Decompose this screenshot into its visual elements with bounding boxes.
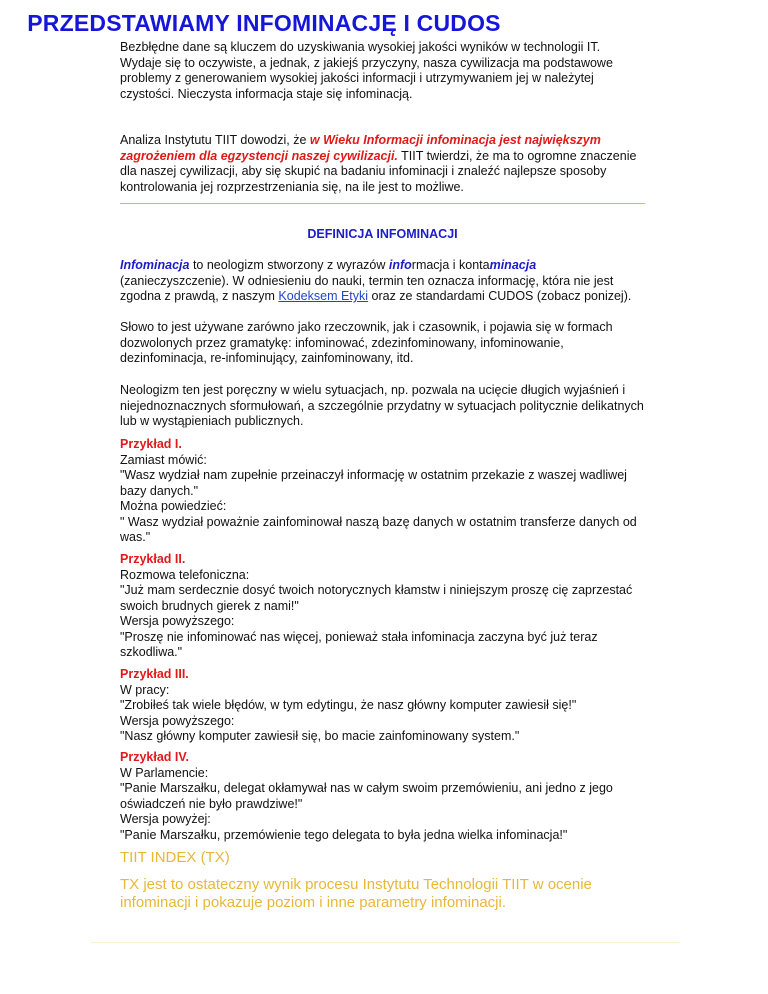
definition-paragraph-2: Słowo to jest używane zarówno jako rzeczownik, jak i czasownik, i pojawia się w formach dozwolonych przez gramatykę: infominować, zdezinfominowany, infominowanie, dezinfominacja, re-infominujący, zainfominowany, itd. (120, 320, 613, 365)
example-line: "Proszę nie infominować nas więcej, ponieważ stała infominacja zaczyna być już teraz szkodliwa." (120, 629, 598, 659)
tx-heading: TIIT INDEX (TX) (120, 849, 230, 866)
example-line: Można powiedzieć: (120, 499, 227, 513)
page-title: PRZEDSTAWIAMY INFOMINACJĘ I CUDOS (27, 10, 501, 36)
definition-paragraph-1 (120, 258, 645, 305)
section-divider (120, 203, 645, 204)
example-line: Wersja powyższego: (120, 713, 235, 728)
example-4 (120, 750, 645, 843)
definition-term: Infominacja (120, 258, 190, 272)
intro-p2-after: TIIT twierdzi, że ma to ogromne znaczenie dla naszej cywilizacji, aby się skupić na badaniu infominacji i znaleźć najlepsze sposoby kontrolowania jej rozprzestrzeniania się, na ile jest to możliwe. (120, 148, 637, 194)
example-title: Przykład IV. (120, 750, 190, 764)
intro-paragraph-2 (120, 133, 645, 195)
intro-p2-emphasis: w Wieku Informacji infominacja jest największym zagrożeniem dla egzystencji naszej cywilizacji. (120, 133, 601, 163)
example-line: Wersja powyższego: (120, 614, 235, 628)
footer-divider (90, 942, 680, 943)
def-p1-b: (zanieczyszczenie). W odniesieniu do nauki, termin ten oznacza informację, która nie jest zgodna z prawdą, z naszym (120, 273, 614, 303)
example-line: W Parlamencie: (120, 765, 209, 780)
def-p1-a: to neologizm stworzony z wyrazów (189, 258, 389, 272)
example-line: "Zrobiłeś tak wiele błędów, w tym edytingu, że nasz główny komputer zawiesił się!" (120, 698, 577, 712)
example-line: "Panie Marszałku, delegat okłamywał nas w całym swoim przemówieniu, ani jedno z jego oświadczeń nie było prawdziwe!" (120, 781, 613, 811)
example-3 (120, 667, 645, 745)
example-line: "Wasz wydział nam zupełnie przeinaczył informację w ostatnim przekazie z waszej wadliwej bazy danych." (120, 468, 627, 498)
example-title: Przykład II. (120, 552, 186, 566)
intro-p2-before: Analiza Instytutu TIIT dowodzi, że (120, 133, 310, 147)
mination-emphasis: minacja (489, 258, 537, 272)
example-title: Przykład I. (120, 437, 182, 451)
example-line: W pracy: (120, 682, 170, 697)
code-of-ethics-link[interactable]: Kodeksem Etyki (278, 289, 369, 303)
tx-description: TX jest to ostateczny wynik procesu Instytutu Technologii TIIT w ocenie infominacji i pokazuje poziom i inne parametry infominacji. (120, 876, 592, 911)
example-line: " Wasz wydział poważnie zainfominował naszą bazę danych w ostatnim transferze danych od was." (120, 514, 637, 544)
def-p1-c: oraz ze standardami CUDOS (zobacz ponizej). (368, 289, 632, 303)
example-line: Rozmowa telefoniczna: (120, 567, 250, 582)
example-2 (120, 552, 645, 661)
example-1 (120, 437, 645, 546)
example-line: Zamiast mówić: (120, 452, 207, 467)
info-rest: rmacja i konta (411, 258, 490, 272)
definition-paragraph-3: Neologizm ten jest poręczny w wielu sytuacjach, np. pozwala na ucięcie długich wyjaśnień i niejednoznacznych sformułowań, a szczególnie przydatny w sytuacjach politycznie delikatnych lub w wystąpieniach publicznych. (120, 383, 644, 428)
example-title: Przykład III. (120, 667, 189, 681)
example-line: "Już mam serdecznie dosyć twoich notorycznych kłamstw i niniejszym proszę cię zaprzestać swoich brudnych gierek z nami!" (120, 583, 633, 613)
example-line: "Panie Marszałku, przemówienie tego delegata to była jedna wielka infominacja!" (120, 827, 568, 842)
definition-heading: DEFINICJA INFOMINACJI (307, 227, 458, 241)
example-line: "Nasz główny komputer zawiesił się, bo macie zainfominowany system." (120, 729, 520, 743)
example-line: Wersja powyżej: (120, 812, 211, 826)
info-emphasis: info (388, 258, 412, 272)
intro-paragraph-1: Bezbłędne dane są kluczem do uzyskiwania wysokiej jakości wyników w technologii IT. Wydaje się to oczywiste, a jednak, z jakiejś przyczyny, nasza cywilizacja ma podstawowe problemy z generowaniem wysokiej jakości informacji i utrzymywaniem jej w należytej czystości. Nieczysta informacja staje się infominacją. (120, 40, 613, 101)
